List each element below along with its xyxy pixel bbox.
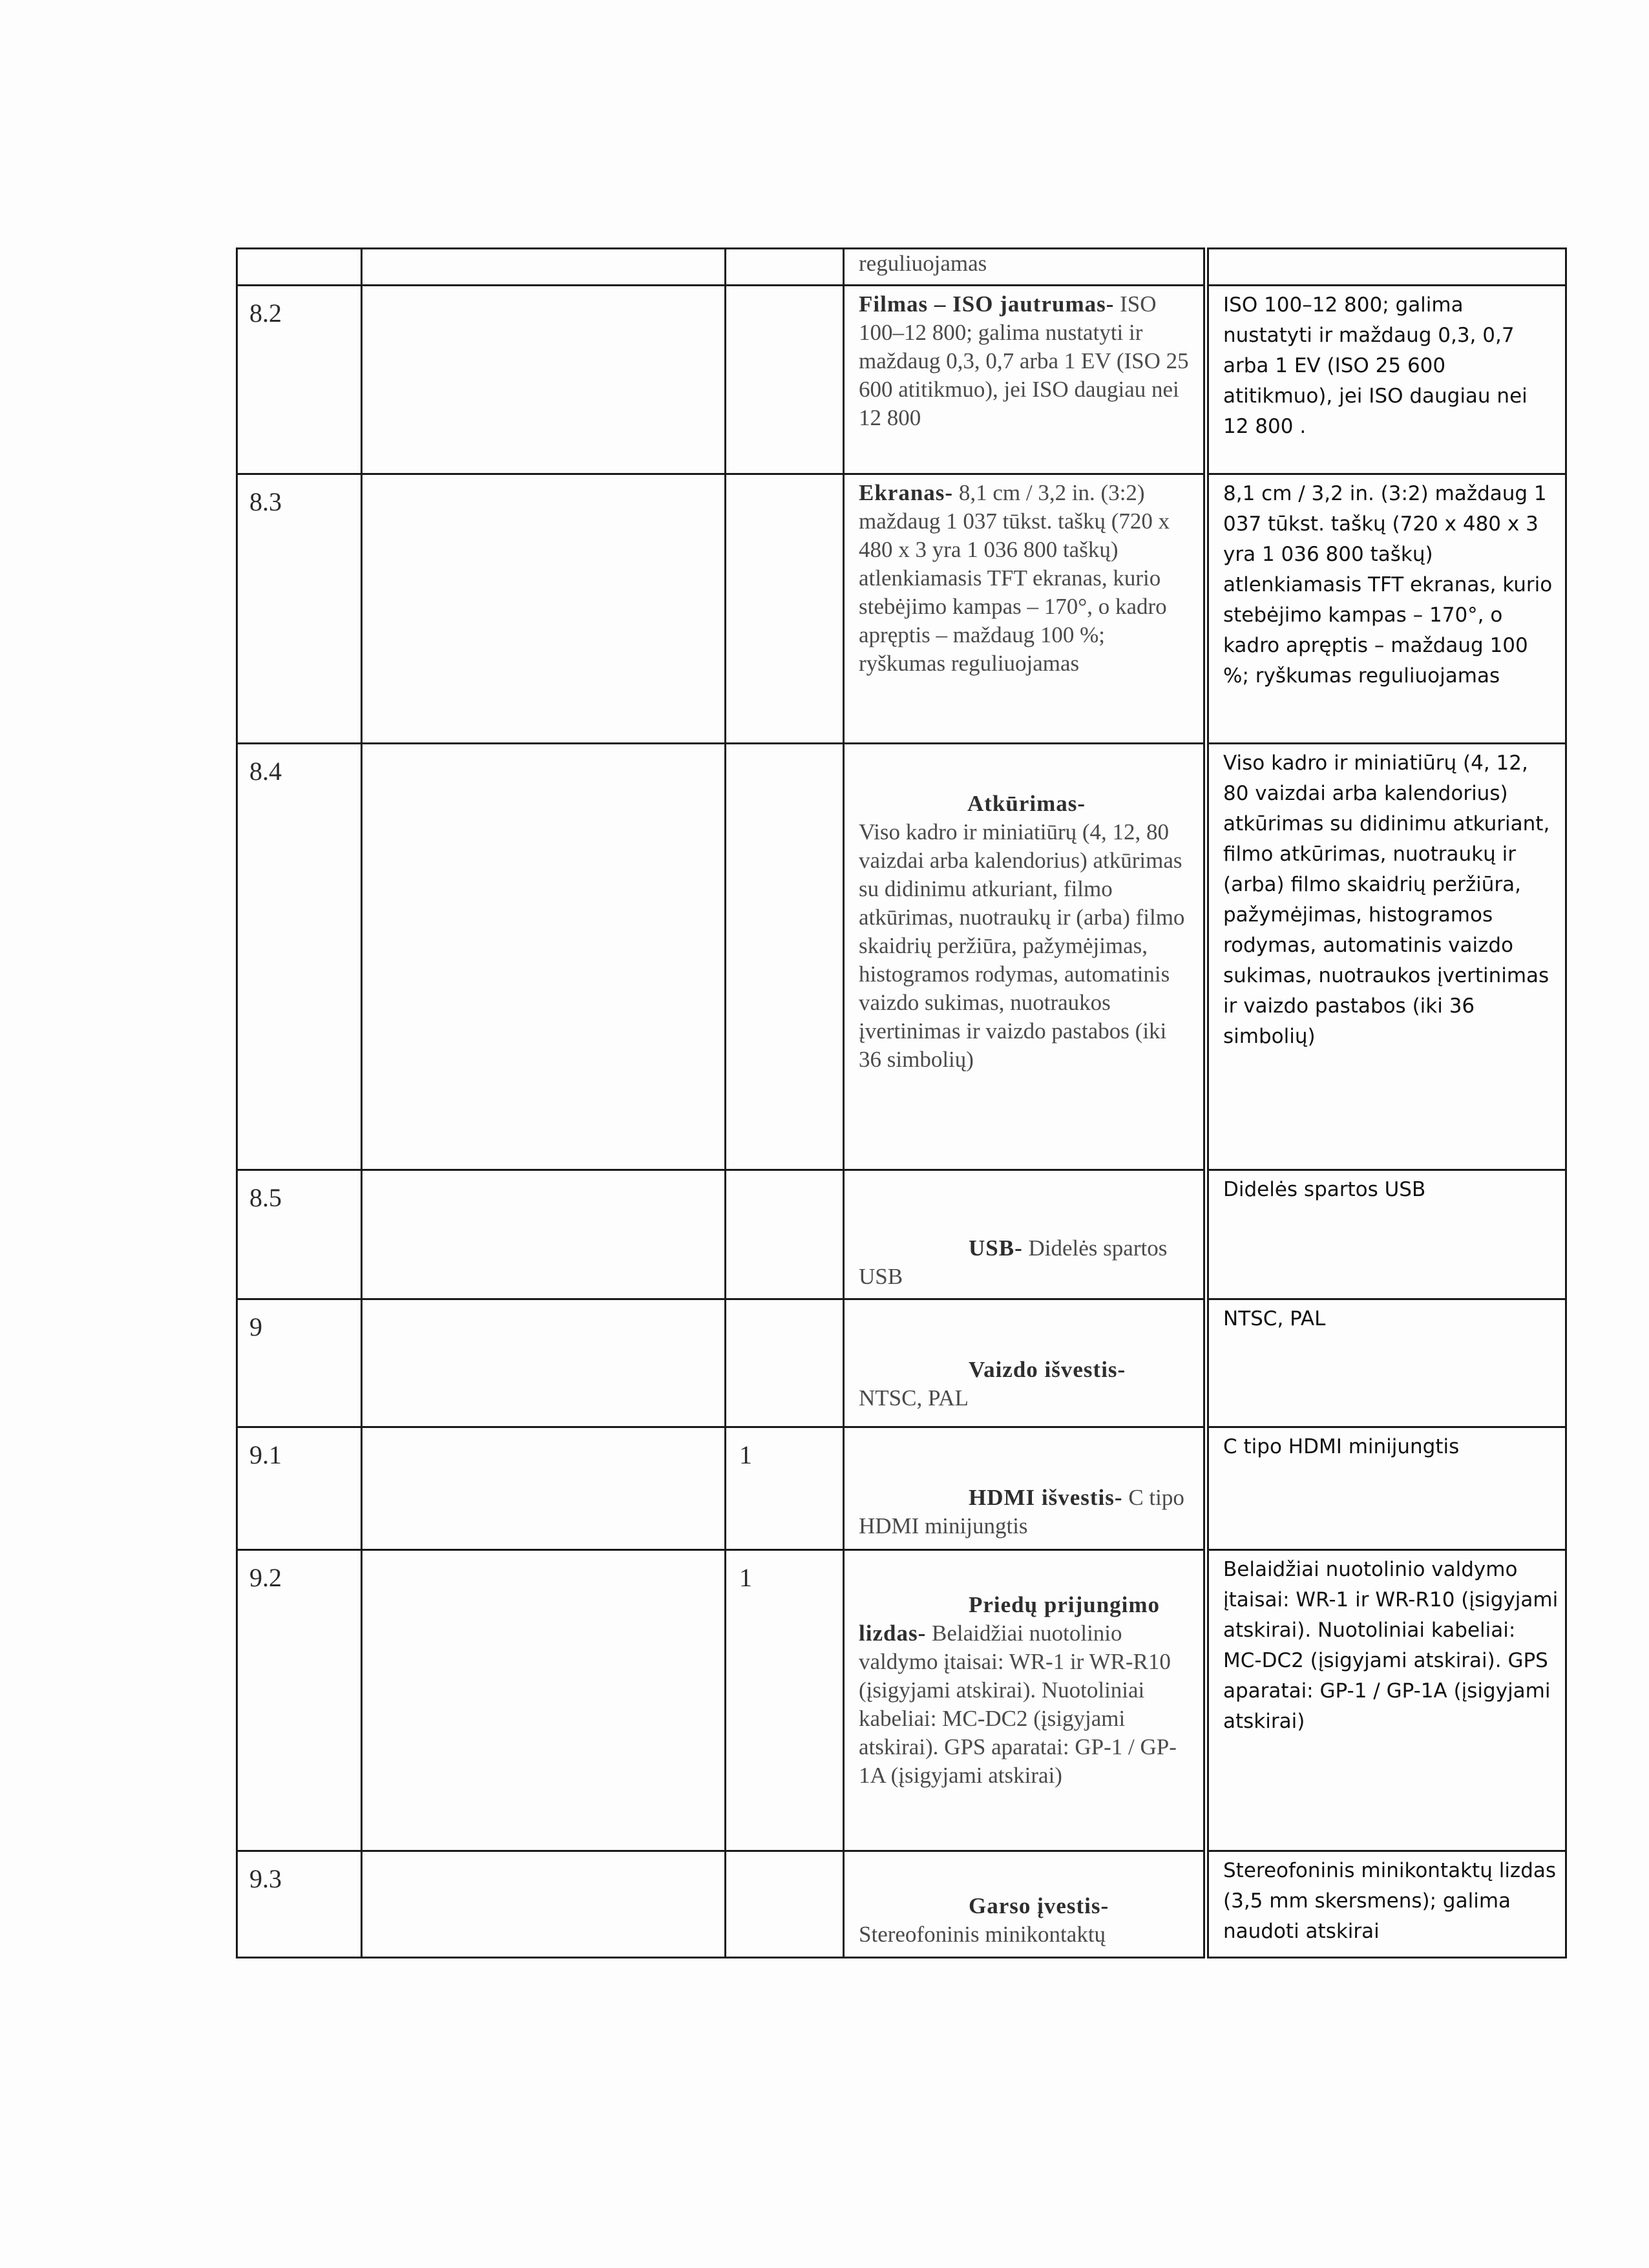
requirement-text	[845, 1171, 1203, 1294]
row-number-cell	[237, 1550, 362, 1851]
offer-cell	[1208, 744, 1566, 1170]
quantity	[726, 1171, 843, 1182]
row-number-cell	[237, 1170, 362, 1299]
requirement-detail: Stereofoninis minikontaktų	[859, 1922, 1106, 1947]
offer-text: Belaidžiai nuotolinio valdymo įtaisai: WR-1 ir WR-R10 (įsigyjami atskirai). Nuotoliniai kabeliai: MC-DC2 (įsigyjami atskirai). GPS aparatai: GP-1 / GP-1A (įsigyjami atskirai)	[1223, 1558, 1559, 1733]
requirement-cell	[844, 249, 1204, 286]
offer-cell	[1208, 474, 1566, 744]
offer-cell	[1208, 1427, 1566, 1550]
quantity: 1	[739, 1563, 752, 1592]
specification-table	[236, 247, 1567, 1958]
row-number: 8.4	[249, 757, 282, 786]
requirement-text	[845, 286, 1203, 435]
requirement-text	[845, 1428, 1203, 1543]
requirement-term: HDMI išvestis-	[969, 1485, 1123, 1510]
row-number: 9.1	[249, 1440, 282, 1469]
offer-text: Viso kadro ir miniatiūrų (4, 12, 80 vaizdai arba kalendorius) atkūrimas su didinimu atkuriant, filmo atkūrimas, nuotraukų ir (arba) filmo skaidrių peržiūra, pažymėjimas, histogramos rodymas, automatinis vaizdo sukimas, nuotraukos įvertinimas ir vaizdo pastabos (iki 36 simbolių)	[1223, 751, 1550, 1048]
requirement-detail: ISO 100–12 800; galima nustatyti ir maždaug 0,3, 0,7 arba 1 EV (ISO 25 600 atitikmuo), jei ISO daugiau nei 12 800	[859, 291, 1189, 430]
item-name-cell	[362, 1299, 726, 1427]
table-row	[237, 1170, 1566, 1299]
quantity	[726, 475, 843, 487]
offer-text: 8,1 cm / 3,2 in. (3:2) maždaug 1 037 tūkst. taškų (720 x 480 x 3 yra 1 036 800 taškų) atlenkiamasis TFT ekranas, kurio stebėjimo kampas – 170°, o kadro apręptis – maždaug 100 %; ryškumas reguliuojamas	[1223, 482, 1553, 688]
table-row	[237, 249, 1566, 286]
requirement-cell	[844, 1550, 1204, 1851]
row-number: 9	[249, 1312, 262, 1341]
quantity-cell	[726, 1170, 844, 1299]
offer-text: ISO 100–12 800; galima nustatyti ir maždaug 0,3, 0,7 arba 1 EV (ISO 25 600 atitikmuo), jei ISO daugiau nei 12 800 .	[1223, 293, 1528, 438]
offer-cell	[1208, 1550, 1566, 1851]
requirement-term: Garso įvestis-	[969, 1893, 1109, 1918]
table-row	[237, 1851, 1566, 1958]
requirement-term: Atkūrimas-	[967, 791, 1086, 816]
quantity-cell	[726, 1550, 844, 1851]
table-row	[237, 474, 1566, 744]
quantity: 1	[739, 1440, 752, 1469]
requirement-cell	[844, 1851, 1204, 1958]
requirement-text	[845, 1300, 1203, 1415]
requirement-cell	[844, 1299, 1204, 1427]
requirement-detail: Belaidžiai nuotolinio valdymo įtaisai: WR-1 ir WR-R10 (įsigyjami atskirai). Nuotoliniai kabeliai: MC-DC2 (įsigyjami atskirai). GPS aparatai: GP-1 / GP-1A (įsigyjami atskirai)	[859, 1621, 1177, 1788]
offer-cell	[1208, 249, 1566, 286]
quantity	[726, 286, 843, 298]
row-number-cell	[237, 249, 362, 286]
table-row	[237, 286, 1566, 474]
offer-cell	[1208, 1851, 1566, 1958]
quantity	[726, 744, 843, 756]
requirement-cell	[844, 474, 1204, 744]
row-number-cell	[237, 286, 362, 474]
requirement-term: Filmas – ISO jautrumas-	[859, 291, 1115, 317]
requirement-detail: NTSC, PAL	[859, 1385, 969, 1411]
offer-text: NTSC, PAL	[1223, 1307, 1326, 1330]
requirement-detail: 8,1 cm / 3,2 in. (3:2) maždaug 1 037 tūkst. taškų (720 x 480 x 3 yra 1 036 800 taškų) atlenkiamasis TFT ekranas, kurio stebėjimo kampas – 170°, o kadro apręptis – maždaug 100 %; ryškumas reguliuojamas	[859, 480, 1170, 676]
item-name-cell	[362, 474, 726, 744]
row-number-cell	[237, 474, 362, 744]
row-number-cell	[237, 1851, 362, 1958]
offer-cell	[1208, 1299, 1566, 1427]
row-number: 9.3	[249, 1864, 282, 1893]
quantity-cell	[726, 474, 844, 744]
requirement-text	[845, 475, 1203, 680]
requirement-term: Priedų prijungimo lizdas-	[859, 1592, 1161, 1646]
requirement-cell	[844, 1427, 1204, 1550]
item-name-cell	[362, 1550, 726, 1851]
quantity	[726, 1852, 843, 1864]
table-row	[237, 1299, 1566, 1427]
quantity-cell	[726, 286, 844, 474]
quantity-cell	[726, 1851, 844, 1958]
quantity	[726, 1300, 843, 1312]
item-name-cell	[362, 1170, 726, 1299]
offer-cell	[1208, 1170, 1566, 1299]
quantity-cell	[726, 744, 844, 1170]
row-number: 8.3	[249, 487, 282, 516]
requirement-term: USB-	[969, 1235, 1023, 1261]
requirement-term: Ekranas-	[859, 480, 954, 505]
item-name-cell	[362, 1851, 726, 1958]
item-name-cell	[362, 249, 726, 286]
offer-text: Stereofoninis minikontaktų lizdas (3,5 mm skersmens); galima naudoti atskirai	[1223, 1859, 1557, 1943]
quantity-cell	[726, 1299, 844, 1427]
quantity-cell	[726, 249, 844, 286]
offer-cell	[1208, 286, 1566, 474]
row-number: 8.2	[249, 299, 282, 328]
row-number: 9.2	[249, 1563, 282, 1592]
table-row	[237, 1427, 1566, 1550]
offer-text: C tipo HDMI minijungtis	[1223, 1435, 1460, 1458]
requirement-cell	[844, 286, 1204, 474]
row-number: 8.5	[249, 1183, 282, 1212]
item-name-cell	[362, 1427, 726, 1550]
row-number-cell	[237, 1427, 362, 1550]
requirement-text: reguliuojamas	[859, 251, 987, 276]
quantity-cell	[726, 1427, 844, 1550]
row-number-cell	[237, 1299, 362, 1427]
item-name-cell	[362, 286, 726, 474]
item-name-cell	[362, 744, 726, 1170]
requirement-term: Vaizdo išvestis-	[969, 1357, 1126, 1382]
table-row	[237, 1550, 1566, 1851]
requirement-cell	[844, 1170, 1204, 1299]
requirement-detail: C tipo HDMI minijungtis	[859, 1485, 1184, 1538]
requirement-text	[845, 744, 1203, 1076]
requirement-cell	[844, 744, 1204, 1170]
requirement-detail: Viso kadro ir miniatiūrų (4, 12, 80 vaizdai arba kalendorius) atkūrimas su didinimu atkuriant, filmo atkūrimas, nuotraukų ir (arba) filmo skaidrių peržiūra, pažymėjimas, histogramos rodymas, automatinis vaizdo sukimas, nuotraukos įvertinimas ir vaizdo pastabos (iki 36 simbolių)	[859, 819, 1185, 1072]
table-row	[237, 744, 1566, 1170]
offer-text: Didelės spartos USB	[1223, 1178, 1426, 1201]
requirement-text	[845, 1551, 1203, 1792]
requirement-text	[845, 1852, 1203, 1951]
row-number-cell	[237, 744, 362, 1170]
requirement-detail: Didelės spartos USB	[859, 1235, 1168, 1289]
